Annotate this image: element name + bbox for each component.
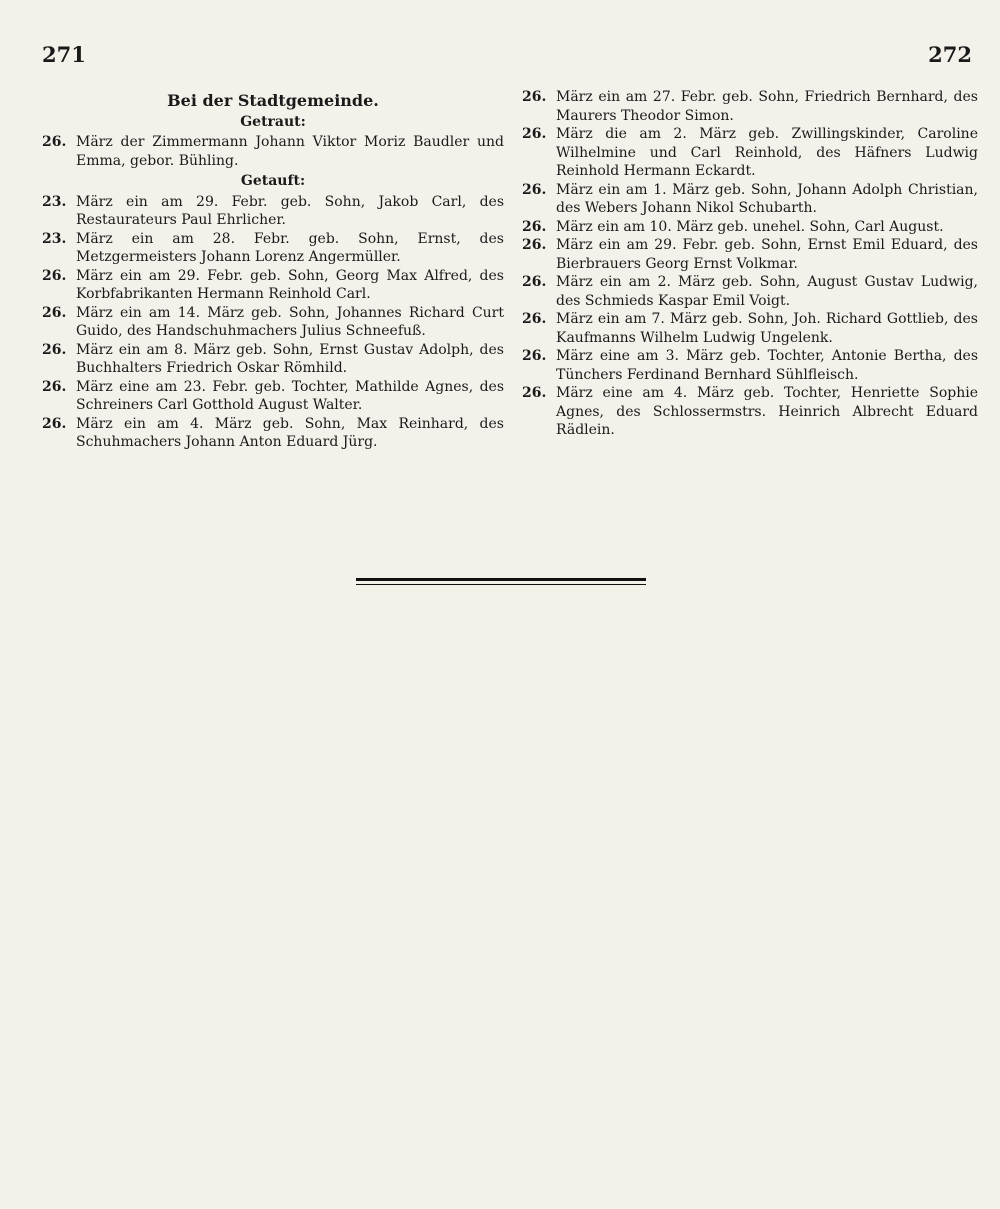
section-divider-rule: [356, 578, 646, 581]
entry-day: 23.: [42, 230, 67, 247]
register-entry: [522, 88, 978, 125]
entry-text: März eine am 23. Febr. geb. Tochter, Mathilde Agnes, des Schreiners Carl Gotthold August Walter.: [76, 378, 504, 413]
section-title: Bei der Stadtgemeinde.: [167, 91, 379, 110]
register-entry: [42, 341, 504, 378]
married-heading: Getraut:: [240, 113, 306, 130]
entry-text: März ein am 28. Febr. geb. Sohn, Ernst, des Metzgermeisters Johann Lorenz Angermüller.: [76, 230, 504, 265]
entry-day: 23.: [42, 193, 67, 210]
register-entry: [522, 181, 978, 218]
entry-text: März die am 2. März geb. Zwillingskinder, Caroline Wilhelmine und Carl Reinhold, des Häfners Ludwig Reinhold Hermann Eckardt.: [556, 126, 978, 179]
entry-text: März ein am 10. März geb. unehel. Sohn, Carl August.: [556, 218, 944, 235]
register-entry: [42, 378, 504, 415]
entry-day: 26.: [42, 341, 67, 358]
entry-text: März ein am 4. März geb. Sohn, Max Reinhard, des Schuhmachers Johann Anton Eduard Jürg.: [76, 415, 504, 450]
entry-text: März eine am 3. März geb. Tochter, Antonie Bertha, des Tünchers Ferdinand Bernhard Sühlfleisch.: [556, 348, 978, 383]
entry-text: März ein am 14. März geb. Sohn, Johannes Richard Curt Guido, des Handschuhmachers Julius Schneefuß.: [76, 304, 504, 339]
register-entry: [42, 415, 504, 452]
left-column: [42, 88, 504, 452]
entry-day: 26.: [42, 304, 67, 321]
register-entry: [522, 236, 978, 273]
entry-day: 26.: [522, 348, 547, 364]
entry-day: 26.: [522, 89, 547, 105]
register-entry: [522, 384, 978, 440]
entry-day: 26.: [42, 267, 67, 284]
entry-text: März ein am 29. Febr. geb. Sohn, Jakob Carl, des Restaurateurs Paul Ehrlicher.: [76, 193, 504, 228]
entry-text: März ein am 29. Febr. geb. Sohn, Georg Max Alfred, des Korbfabrikanten Hermann Reinhold Carl.: [76, 267, 504, 302]
entry-text: März ein am 1. März geb. Sohn, Johann Adolph Christian, des Webers Johann Nikol Schubarth.: [556, 181, 978, 216]
register-entry: [42, 267, 504, 304]
register-entry: [522, 218, 978, 237]
page-number-left: 271: [42, 42, 86, 67]
right-column: [522, 88, 978, 440]
register-entry: [42, 230, 504, 267]
register-entry: [522, 310, 978, 347]
entry-text: März ein am 2. März geb. Sohn, August Gustav Ludwig, des Schmieds Kaspar Emil Voigt.: [556, 274, 978, 309]
entry-text: März ein am 27. Febr. geb. Sohn, Friedrich Bernhard, des Maurers Theodor Simon.: [556, 89, 978, 124]
page-number-right: 272: [928, 42, 972, 67]
register-entry: [42, 193, 504, 230]
register-entry: [522, 125, 978, 181]
entry-day: 26.: [42, 378, 67, 395]
entry-day: 26.: [522, 385, 547, 401]
entry-day: 26.: [522, 218, 547, 235]
entry-text: März ein am 8. März geb. Sohn, Ernst Gustav Adolph, des Buchhalters Friedrich Oskar Römhild.: [76, 341, 504, 376]
entry-day: 26.: [522, 126, 547, 142]
entry-text: März ein am 29. Febr. geb. Sohn, Ernst Emil Eduard, des Bierbrauers Georg Ernst Volkmar.: [556, 237, 978, 272]
entry-text: März der Zimmermann Johann Viktor Moriz Baudler und Emma, gebor. Bühling.: [76, 134, 504, 169]
entry-text: März eine am 4. März geb. Tochter, Henriette Sophie Agnes, des Schlossermstrs. Heinrich Albrecht Eduard Rädlein.: [556, 385, 978, 438]
register-entry: [522, 273, 978, 310]
entry-day: 26.: [42, 134, 67, 150]
entry-day: 26.: [522, 274, 547, 290]
entry-day: 26.: [522, 311, 547, 327]
register-entry: [42, 133, 504, 170]
register-entry: [42, 304, 504, 341]
entry-day: 26.: [522, 181, 547, 198]
entry-day: 26.: [522, 237, 547, 253]
register-entry: [522, 347, 978, 384]
entry-text: März ein am 7. März geb. Sohn, Joh. Richard Gottlieb, des Kaufmanns Wilhelm Ludwig Ungelenk.: [556, 311, 978, 346]
married-list: [42, 133, 504, 170]
baptized-list: [42, 193, 504, 452]
baptized-heading: Getauft:: [240, 173, 306, 189]
entry-day: 26.: [42, 415, 67, 432]
